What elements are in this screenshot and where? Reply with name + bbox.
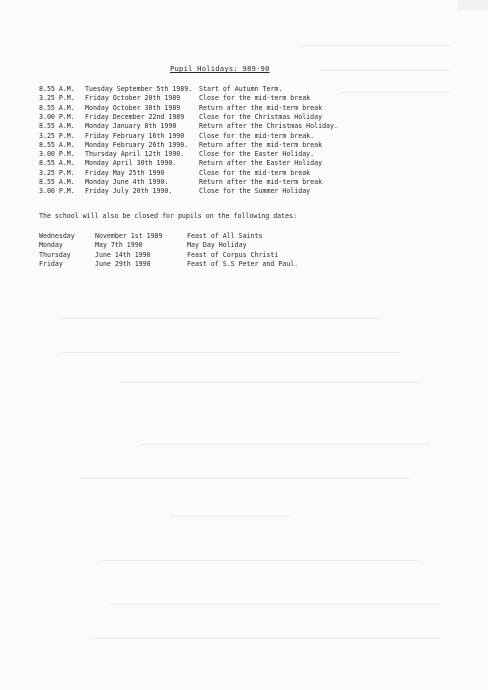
schedule-date: Friday October 20th 1989: [85, 94, 181, 103]
schedule-date: Monday October 30th 1989: [85, 103, 181, 112]
schedule-event: Close for the mid-term break: [199, 94, 311, 103]
schedule-event: Return after the mid-term break: [199, 140, 323, 149]
closure-feast: Feast of Corpus Christi: [187, 250, 279, 259]
schedule-event: Return after the Christmas Holiday.: [199, 122, 338, 131]
closure-feast: Feast of All Saints: [187, 232, 263, 240]
schedule-event: Return after the mid-term break: [199, 103, 323, 112]
closure-feast: Feast of S.S Peter and Paul.: [187, 260, 299, 269]
schedule-event: Start of Autumn Term.: [199, 85, 283, 93]
closure-date: June 29th 1990: [95, 260, 151, 269]
schedule-time: 8.55 A.M.: [39, 103, 75, 112]
closure-feast: May Day Holiday: [187, 241, 247, 250]
schedule-time: 3.25 P.M.: [39, 168, 75, 177]
schedule-time: 3.00 P.M.: [39, 187, 75, 196]
show-through: [100, 560, 420, 561]
schedule-time: 3.25 P.M.: [39, 131, 75, 140]
schedule-time: 3.00 P.M.: [39, 112, 75, 121]
show-through: [60, 318, 380, 319]
schedule-date: Friday July 20th 1990.: [85, 187, 173, 196]
closure-note: The school will also be closed for pupils on the following dates:: [39, 212, 298, 220]
closure-day: Wednesday: [39, 232, 75, 240]
schedule-time: 3.00 P.M.: [39, 150, 75, 159]
schedule-time: 8.55 A.M.: [39, 85, 75, 93]
schedule-date: Thursday April 12th 1990.: [85, 150, 185, 159]
show-through: [60, 352, 400, 353]
schedule-event: Return after the Easter Holiday: [199, 159, 323, 168]
show-through: [300, 45, 450, 46]
schedule-event: Close for the Easter Holiday.: [199, 150, 315, 159]
schedule-date: Tuesday September 5th 1989.: [85, 85, 193, 93]
show-through: [170, 516, 290, 517]
show-through: [140, 444, 430, 445]
schedule-date: Friday May 25th 1990: [85, 168, 165, 177]
show-through: [320, 70, 450, 71]
closure-date: November 1st 1989: [95, 232, 163, 240]
schedule-time: 3.25 P.M.: [39, 94, 75, 103]
schedule-event: Close for the mid-term break: [199, 168, 311, 177]
closure-day: Thursday: [39, 250, 71, 259]
show-through: [90, 638, 440, 639]
schedule-event: Close for the Summer Holiday: [199, 187, 311, 196]
schedule-date: Monday April 30th 1990.: [85, 159, 177, 168]
schedule-event: Return after the mid-term break: [199, 178, 323, 186]
closure-date: May 7th 1990: [95, 241, 143, 250]
schedule-time: 8.55 A.M.: [39, 140, 75, 149]
show-through: [110, 604, 440, 605]
schedule-date: Monday June 4th 1990.: [85, 178, 169, 186]
closure-date: June 14th 1990: [95, 250, 151, 259]
page-corner: [458, 0, 488, 10]
schedule-event: Close for the mid-term break.: [199, 131, 315, 140]
closure-day: Monday: [39, 241, 63, 250]
schedule-date: Monday February 26th 1990.: [85, 140, 189, 149]
schedule-date: Friday February 16th 1990: [85, 131, 185, 140]
schedule-time: 8.55 A.M.: [39, 122, 75, 131]
page-title: Pupil Holidays: 989-90: [170, 64, 270, 73]
schedule-event: Close for the Christmas Holiday: [199, 112, 323, 121]
schedule-date: Monday January 8th 1990: [85, 122, 177, 131]
show-through: [120, 382, 420, 383]
closure-day: Friday: [39, 260, 63, 269]
show-through: [340, 92, 450, 93]
schedule-time: 8.55 A.M.: [39, 178, 75, 186]
schedule-date: Friday December 22nd 1989: [85, 112, 185, 121]
schedule-time: 8.55 A.M.: [39, 159, 75, 168]
show-through: [80, 478, 410, 479]
